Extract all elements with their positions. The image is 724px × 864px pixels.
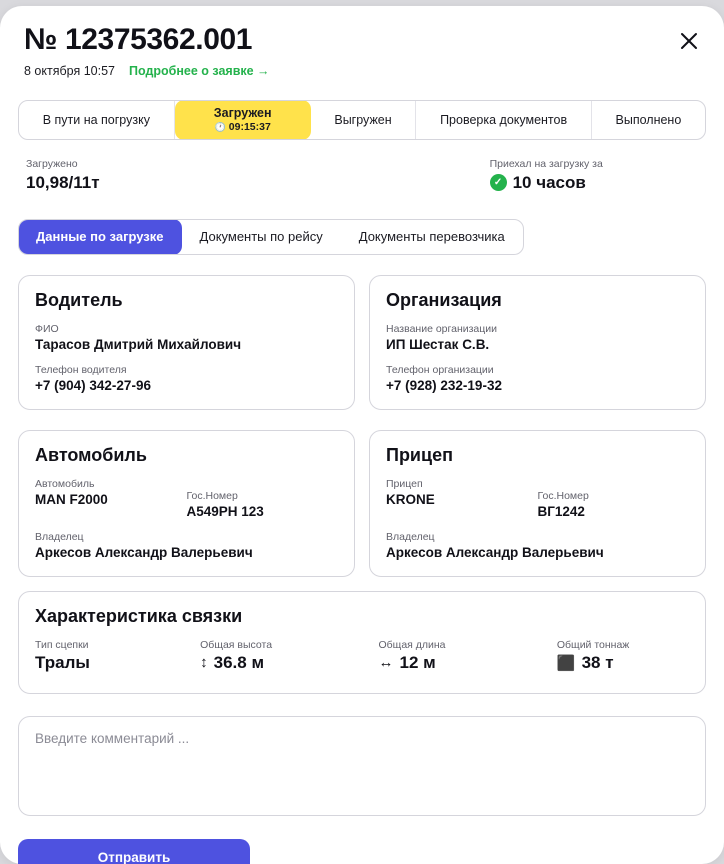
field-trailer-plate-value: ВГ1242 (537, 503, 585, 519)
page-title: № 12375362.001 (24, 23, 253, 56)
field-vehicle-plate-label: Гос.Номер (186, 489, 238, 502)
info-grid-row-2 (18, 430, 706, 577)
field-driver-phone (35, 364, 338, 393)
field-driver-name-value: Тарасов Дмитрий Михайлович (35, 336, 242, 352)
tab-loading-data[interactable]: Данные по загрузке (18, 219, 182, 255)
order-details-link[interactable]: Подробнее о заявке → (128, 63, 270, 78)
metric-loaded-value: 10,98/11т (26, 172, 100, 192)
char-total-height-value-wrap (200, 653, 378, 673)
status-step-en-route[interactable]: В пути на погрузку (19, 101, 175, 139)
field-trailer-model-value: KRONE (386, 491, 435, 507)
field-trailer-model (386, 478, 538, 519)
char-coupling-type-value: Тралы (35, 652, 90, 672)
field-driver-phone-label: Телефон водителя (35, 363, 127, 376)
char-total-length-value-wrap (379, 653, 557, 673)
vehicle-columns (35, 478, 338, 519)
field-trailer-plate (538, 490, 690, 519)
char-total-length-value: 12 м (399, 652, 436, 672)
metric-arrival-value: 10 часов (512, 172, 586, 192)
info-grid-row-1 (18, 275, 706, 410)
close-icon[interactable] (674, 26, 704, 56)
check-circle-icon: ✓ (490, 174, 507, 191)
char-coupling-type (35, 639, 200, 673)
field-vehicle-plate-value: А549РН 123 (186, 503, 264, 519)
field-vehicle-owner-value: Аркесов Александр Валерьевич (35, 544, 253, 560)
order-card (0, 6, 724, 864)
panel-vehicle-title: Автомобиль (35, 444, 147, 465)
clock-icon: 🕐 (214, 121, 226, 132)
field-vehicle-plate (187, 490, 339, 519)
field-vehicle-model (35, 478, 187, 519)
field-vehicle-owner-label: Владелец (35, 530, 84, 543)
status-stepper[interactable] (18, 100, 706, 140)
status-step-done[interactable]: Выполнено (615, 112, 682, 127)
metric-loaded-label: Загружено (26, 157, 78, 170)
panel-driver-title: Водитель (35, 289, 123, 310)
panel-trailer-title: Прицеп (386, 444, 453, 465)
panel-trailer (369, 430, 706, 577)
field-driver-name-label: ФИО (35, 322, 59, 335)
metric-arrival (490, 158, 603, 193)
panel-vehicle (18, 430, 355, 577)
char-total-height-value: 36.8 м (213, 652, 265, 672)
char-total-length-label: Общая длина (378, 638, 446, 651)
char-total-tonnage-value-wrap (557, 653, 689, 673)
field-vehicle-owner (35, 531, 338, 560)
field-trailer-owner-value: Аркесов Александр Валерьевич (386, 544, 604, 560)
metric-arrival-value-wrap (490, 173, 603, 193)
field-vehicle-model-value: MAN F2000 (35, 491, 108, 507)
field-driver-phone-value: +7 (904) 342-27-96 (35, 377, 151, 393)
metric-loaded (18, 158, 100, 193)
status-step-timer (215, 121, 271, 133)
char-total-tonnage-value: 38 т (581, 652, 614, 672)
char-total-tonnage (557, 639, 689, 673)
char-coupling-type-label: Тип сцепки (35, 638, 89, 651)
status-step-loaded-label: Загружен (213, 106, 272, 120)
header-subline (24, 64, 700, 78)
field-org-name-label: Название организации (386, 322, 498, 335)
char-total-height (200, 639, 378, 673)
length-arrow-icon: ↔ (378, 654, 394, 671)
field-driver-name (35, 323, 338, 352)
status-step-unloaded[interactable]: Выгружен (311, 101, 417, 139)
field-trailer-model-label: Прицеп (386, 477, 423, 490)
panel-characteristics-title: Характеристика связки (35, 605, 243, 626)
field-trailer-plate-label: Гос.Номер (537, 489, 589, 502)
card-header (14, 6, 710, 78)
tab-carrier-documents[interactable]: Документы перевозчика (358, 229, 505, 244)
tab-bar[interactable] (18, 219, 524, 255)
field-trailer-owner (386, 531, 689, 560)
metric-arrival-label: Приехал на загрузку за (489, 157, 603, 170)
status-step-timer-value: 09:15:37 (228, 121, 271, 133)
panel-characteristics (18, 591, 706, 694)
field-trailer-owner-label: Владелец (386, 530, 435, 543)
order-date: 8 октября 10:57 (24, 63, 115, 78)
status-step-loaded[interactable] (175, 100, 311, 140)
field-org-phone-value: +7 (928) 232-19-32 (386, 377, 502, 393)
field-org-name (386, 323, 689, 352)
comment-input[interactable] (18, 716, 706, 816)
char-coupling-type-value-wrap (35, 653, 200, 673)
char-total-tonnage-label: Общий тоннаж (556, 638, 630, 651)
field-org-phone-label: Телефон организации (386, 363, 494, 376)
weight-icon: ⬛ (556, 654, 576, 672)
tab-trip-documents[interactable]: Документы по рейсу (199, 229, 323, 244)
panel-organization (369, 275, 706, 410)
char-total-height-label: Общая высота (200, 638, 273, 651)
panel-organization-title: Организация (386, 289, 502, 310)
characteristics-grid (35, 639, 689, 673)
metrics-row (18, 158, 706, 193)
field-vehicle-model-label: Автомобиль (35, 477, 95, 490)
height-arrow-icon: ↕ (200, 654, 208, 671)
trailer-columns (386, 478, 689, 519)
submit-button[interactable]: Отправить (18, 839, 250, 864)
field-org-phone (386, 364, 689, 393)
field-org-name-value: ИП Шестак С.В. (386, 336, 490, 352)
char-total-length (379, 639, 557, 673)
status-step-docs-check[interactable]: Проверка документов (416, 101, 591, 139)
panel-driver (18, 275, 355, 410)
